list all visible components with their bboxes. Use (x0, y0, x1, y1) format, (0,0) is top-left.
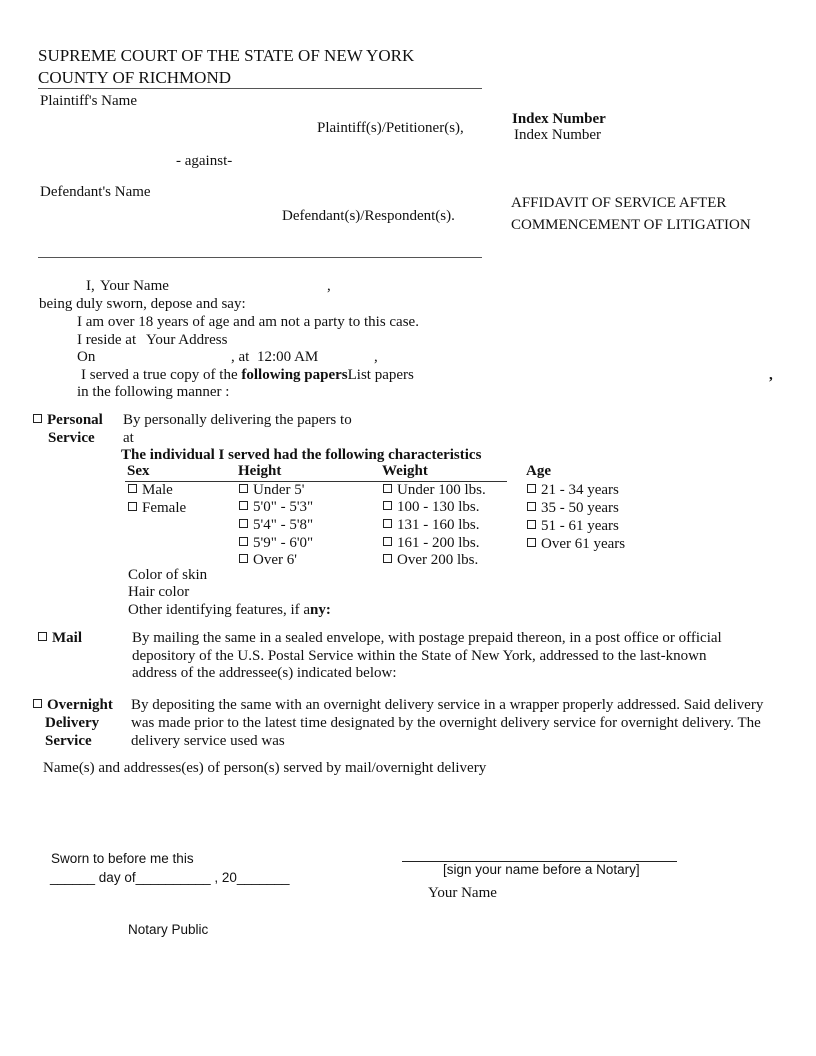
overnight-label-line3: Service (45, 733, 92, 749)
plaintiff-role: Plaintiff(s)/Petitioner(s), (317, 120, 464, 136)
hair-color-label: Hair color (128, 584, 190, 600)
sworn-statement: being duly sworn, depose and say: (39, 296, 246, 312)
height-option[interactable] (239, 552, 297, 569)
defendant-role: Defendant(s)/Respondent(s). (282, 208, 455, 224)
option-label: 5'0" - 5'3" (253, 499, 314, 515)
personal-service-label-line2: Service (48, 430, 95, 446)
document-title-line2: COMMENCEMENT OF LITIGATION (511, 217, 751, 233)
height-option[interactable] (239, 499, 313, 516)
checkbox[interactable] (128, 502, 137, 511)
features-prefix: Other identifying features, if a (128, 602, 311, 618)
option-label: Under 100 lbs. (397, 482, 486, 498)
served-papers-line (81, 367, 414, 384)
against-label: - against- (176, 153, 233, 169)
option-label: Male (142, 482, 173, 498)
checkbox[interactable] (527, 520, 536, 529)
sex-option-female[interactable] (128, 500, 186, 517)
papers-comma: , (769, 367, 773, 383)
height-option[interactable] (239, 517, 313, 534)
height-option[interactable] (239, 535, 313, 552)
affiant-name-field[interactable]: Your Name (100, 278, 169, 294)
reside-label: I reside at (77, 332, 137, 348)
overnight-label-line2: Delivery (45, 715, 100, 731)
caption-top-rule (38, 88, 482, 89)
overnight-checkbox[interactable] (33, 699, 42, 708)
option-label: Female (142, 500, 187, 516)
papers-field[interactable]: List papers (347, 367, 414, 383)
notary-date-line[interactable]: ______ day of__________ , 20_______ (50, 870, 290, 885)
date-label: On (77, 349, 96, 365)
served-bold: following papers (241, 367, 348, 383)
checkbox[interactable] (128, 484, 137, 493)
weight-header: Weight (382, 463, 428, 479)
checkbox[interactable] (527, 538, 536, 547)
mail-option[interactable] (38, 630, 82, 647)
age-statement: I am over 18 years of age and am not a party to this case. (77, 314, 419, 330)
index-number-label: Index Number (512, 111, 606, 127)
characteristics-heading: The individual I served had the following characteristics (121, 447, 482, 463)
checkbox[interactable] (239, 537, 248, 546)
option-label: Under 5' (253, 482, 305, 498)
affiant-name-comma: , (327, 278, 331, 294)
age-option[interactable] (527, 482, 619, 499)
mail-checkbox[interactable] (38, 632, 47, 641)
age-header: Age (526, 463, 551, 479)
age-option[interactable] (527, 518, 619, 535)
weight-option[interactable] (383, 517, 480, 534)
checkbox[interactable] (239, 501, 248, 510)
age-option[interactable] (527, 500, 619, 517)
option-label: 51 - 61 years (541, 518, 619, 534)
time-comma: , (374, 349, 378, 365)
personal-service-option[interactable] (33, 412, 103, 429)
height-header: Height (238, 463, 282, 479)
option-label: Over 61 years (541, 536, 626, 552)
index-number-field[interactable]: Index Number (514, 127, 602, 143)
plaintiff-name[interactable]: Plaintiff's Name (40, 93, 137, 109)
checkbox[interactable] (383, 501, 392, 510)
option-label: 131 - 160 lbs. (397, 517, 480, 533)
document-title-line1: AFFIDAVIT OF SERVICE AFTER (511, 195, 727, 211)
skin-color-label: Color of skin (128, 567, 208, 583)
court-name: SUPREME COURT OF THE STATE OF NEW YORK (38, 46, 415, 65)
option-label: 5'9" - 6'0" (253, 535, 314, 551)
weight-option[interactable] (383, 482, 486, 499)
manner-label: in the following manner : (77, 384, 230, 400)
sex-header: Sex (127, 463, 150, 479)
checkbox[interactable] (383, 537, 392, 546)
overnight-option[interactable] (33, 697, 113, 714)
personal-service-checkbox[interactable] (33, 414, 42, 423)
signer-name[interactable]: Your Name (428, 885, 497, 901)
weight-option[interactable] (383, 499, 480, 516)
option-label: Over 200 lbs. (397, 552, 479, 568)
checkbox[interactable] (383, 484, 392, 493)
option-label: 161 - 200 lbs. (397, 535, 480, 551)
option-label: 5'4" - 5'8" (253, 517, 314, 533)
option-label: 100 - 130 lbs. (397, 499, 480, 515)
sex-option-male[interactable] (128, 482, 173, 499)
personal-service-text: By personally delivering the papers to (123, 412, 352, 428)
mail-label: Mail (52, 630, 82, 646)
sworn-before-me: Sworn to before me this (51, 851, 194, 866)
served-persons-label: Name(s) and addresses(es) of person(s) served by mail/overnight delivery (43, 760, 487, 776)
checkbox[interactable] (527, 502, 536, 511)
option-label: 21 - 34 years (541, 482, 619, 498)
age-option[interactable] (527, 536, 625, 553)
defendant-name[interactable]: Defendant's Name (40, 184, 151, 200)
identifying-features-label (128, 602, 331, 619)
mail-text: By mailing the same in a sealed envelope, with postage prepaid thereon, in a post office or official depository of the U.S. Postal Service within the State of New York, addressed to the last-known address of the addressee(s) indicated below: (132, 630, 722, 682)
option-label: Over 6' (253, 552, 297, 568)
checkbox[interactable] (239, 519, 248, 528)
features-suffix: ny: (310, 602, 331, 618)
court-county: COUNTY OF RICHMOND (38, 68, 231, 87)
served-prefix: I served a true copy of the (81, 367, 238, 383)
checkbox[interactable] (383, 554, 392, 563)
notary-public-label: Notary Public (128, 922, 209, 937)
height-option[interactable] (239, 482, 304, 499)
checkbox[interactable] (239, 554, 248, 563)
overnight-label: Overnight (47, 697, 113, 713)
personal-service-label: Personal (47, 412, 103, 428)
option-label: 35 - 50 years (541, 500, 619, 516)
checkbox[interactable] (383, 519, 392, 528)
personal-service-at: at (123, 430, 134, 446)
weight-option[interactable] (383, 535, 480, 552)
weight-option[interactable] (383, 552, 478, 569)
checkbox[interactable] (527, 484, 536, 493)
time-label: , at (231, 349, 250, 365)
affiant-prefix: I, (86, 278, 95, 294)
overnight-text: By depositing the same with an overnight delivery service in a wrapper properly addressed. Said delivery was made prior to the latest time designated by the overnight delivery service for overnight delivery. The delivery service used was (131, 697, 764, 749)
address-field[interactable]: Your Address (146, 332, 228, 348)
caption-bottom-rule (38, 257, 482, 258)
time-field[interactable]: 12:00 AM (257, 349, 319, 365)
signature-instruction: [sign your name before a Notary] (443, 862, 640, 877)
checkbox[interactable] (239, 484, 248, 493)
